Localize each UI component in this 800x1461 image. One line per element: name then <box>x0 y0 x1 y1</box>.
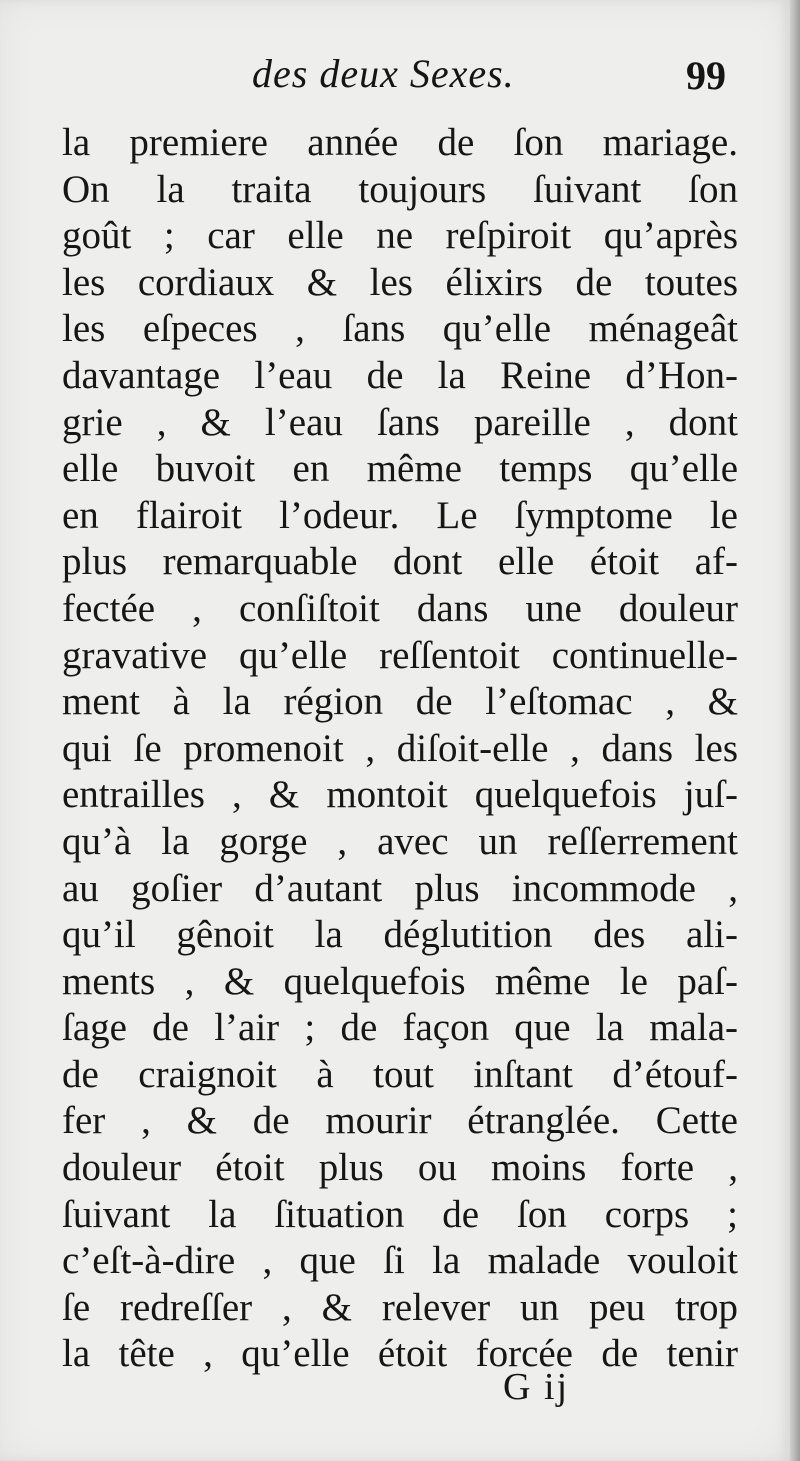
page-number: 99 <box>686 53 726 98</box>
text-line: On la traita toujours ſuivant ſon <box>62 167 738 211</box>
text-line: la premiere année de ſon mariage. <box>62 121 738 164</box>
signature-mark: G ij <box>503 1366 570 1408</box>
text-line: fer , & de mourir étranglée. Cette <box>62 1099 738 1143</box>
text-line: plus remarquable dont elle étoit af- <box>62 540 738 584</box>
page-edge-shadow <box>790 0 800 1461</box>
text-line: les eſpeces , ſans qu’elle ménageât <box>62 307 738 351</box>
text-line: fectée , conſiſtoit dans une douleur <box>62 586 738 630</box>
text-line: qu’à la gorge , avec un reſſerrement <box>62 819 738 863</box>
text-line: de craignoit à tout inſtant d’étouf- <box>62 1052 738 1096</box>
text-line: entrailles , & montoit quelquefois juſ- <box>62 773 738 817</box>
text-line: ments , & quelquefois même le paſ- <box>62 959 738 1003</box>
text-line: gravative qu’elle reſſentoit continuelle- <box>62 633 738 677</box>
text-line: en flairoit l’odeur. Le ſymptome le <box>62 493 738 537</box>
text-line: douleur étoit plus ou moins forte , <box>62 1146 738 1190</box>
text-line: elle buvoit en même temps qu’elle <box>62 447 738 491</box>
text-line: qui ſe promenoit , diſoit-elle , dans les <box>62 726 738 770</box>
text-line: grie , & l’eau ſans pareille , dont <box>62 400 738 444</box>
text-line: davantage l’eau de la Reine d’Hon- <box>62 353 738 397</box>
running-title: des deux Sexes. <box>252 51 515 96</box>
text-line: goût ; car elle ne reſpiroit qu’après <box>62 214 738 258</box>
page-header <box>0 50 790 110</box>
text-line: les cordiaux & les élixirs de toutes <box>62 260 738 304</box>
text-line: qu’il gênoit la déglutition des ali- <box>62 913 738 957</box>
text-line: ſuivant la ſituation de ſon corps ; <box>62 1192 738 1236</box>
text-line: la tête , qu’elle étoit forcée de tenir <box>62 1332 738 1376</box>
text-line: c’eſt-à-dire , que ſi la malade vouloit <box>62 1239 738 1283</box>
body-text <box>62 120 738 1378</box>
text-line: ment à la région de l’eſtomac , & <box>62 680 738 724</box>
text-line: ſage de l’air ; de façon que la mala- <box>62 1006 738 1050</box>
text-line: au goſier d’autant plus incommode , <box>62 866 738 910</box>
text-line: ſe redreſſer , & relever un peu trop <box>62 1285 738 1329</box>
